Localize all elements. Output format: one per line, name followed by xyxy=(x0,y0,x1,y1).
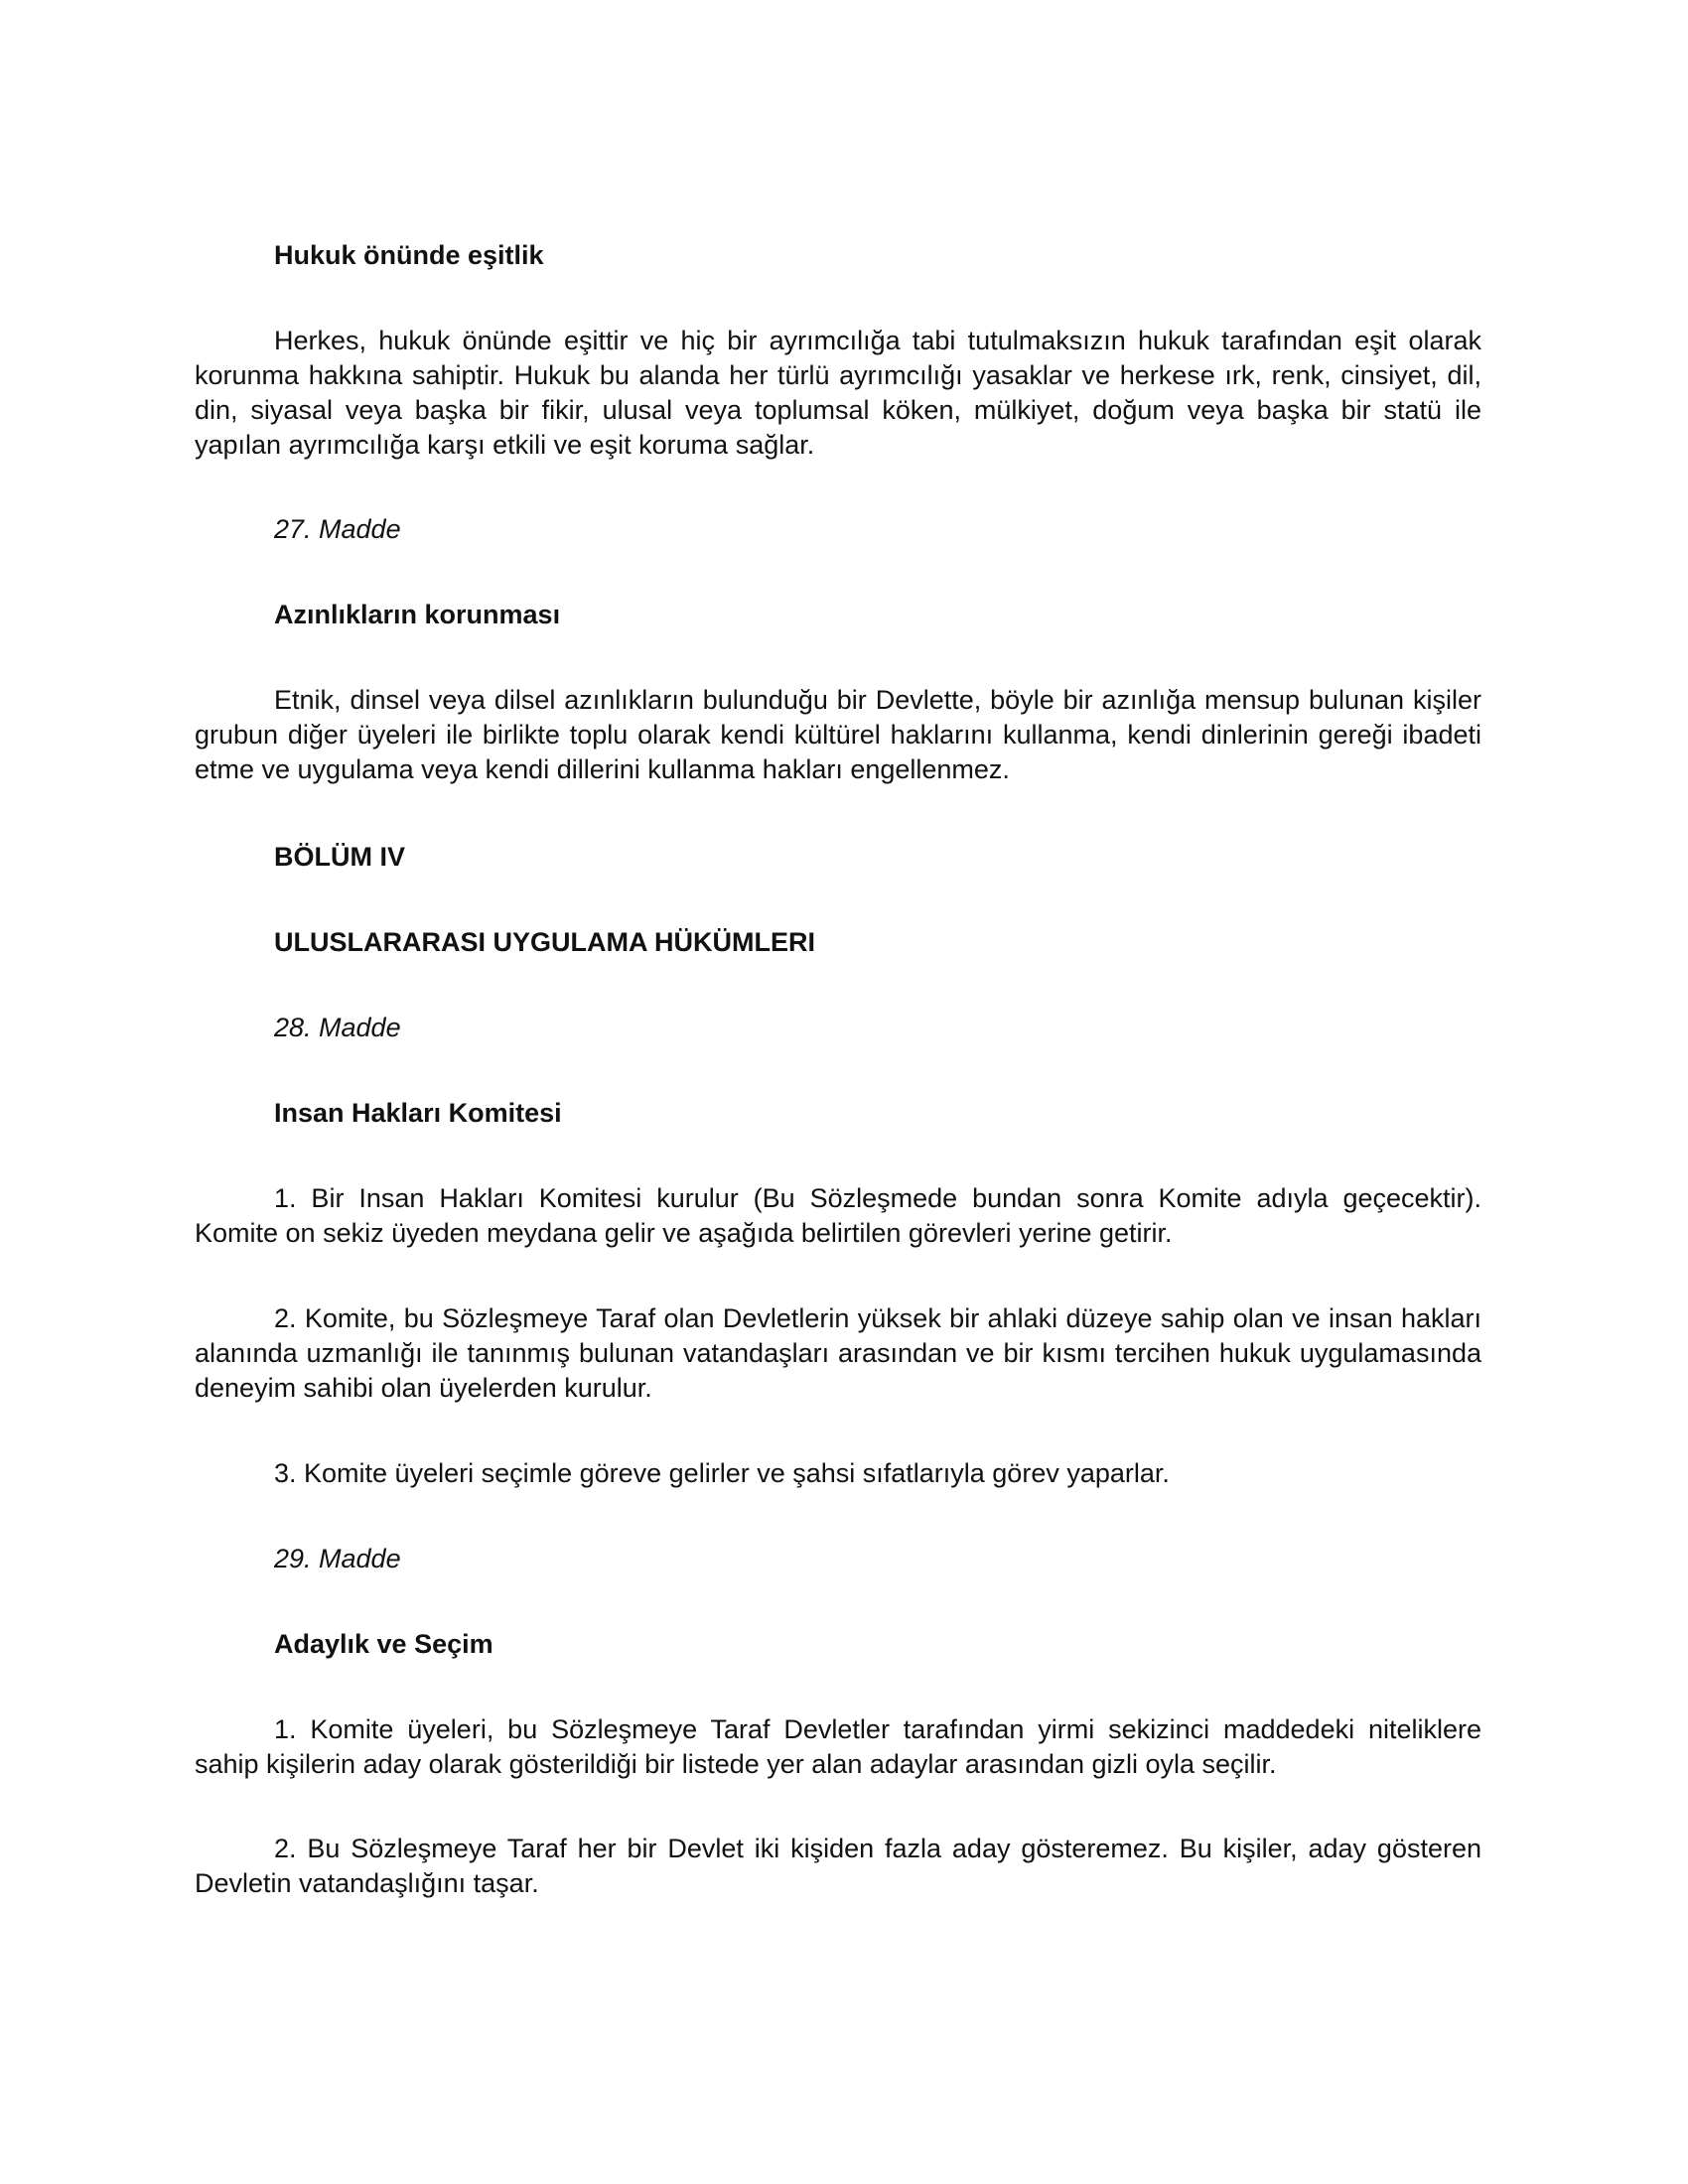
article-number-28: 28. Madde xyxy=(274,1013,401,1042)
section-heading-committee: Insan Hakları Komitesi xyxy=(274,1098,562,1128)
part-heading: BÖLÜM IV xyxy=(274,842,405,872)
section-heading-election: Adaylık ve Seçim xyxy=(274,1629,493,1659)
paragraph-equality: Herkes, hukuk önünde eşittir ve hiç bir ayrımcılığa tabi tutulmaksızın hukuk tarafından eşit olarak korunma hakkına sahiptir. Hukuk bu alanda her türlü ayrımcılığı yasaklar ve herkese ırk, renk, cinsiyet, dil, din, siyasal veya başka bir fikir, ulusal veya toplumsal köken, mülkiyet, doğum veya başka bir statü ile yapılan ayrımcılığa karşı etkili ve eşit koruma sağlar. xyxy=(195,326,1481,460)
document-page xyxy=(195,0,1481,2184)
paragraph-election-2: 2. Bu Sözleşmeye Taraf her bir Devlet iki kişiden fazla aday gösteremez. Bu kişiler, aday gösteren Devletin vatandaşlığını taşar. xyxy=(195,1834,1481,1898)
section-heading-equality: Hukuk önünde eşitlik xyxy=(274,240,544,270)
paragraph-minorities: Etnik, dinsel veya dilsel azınlıkların bulunduğu bir Devlette, böyle bir azınlığa mensup bulunan kişiler grubun diğer üyeleri ile birlikte toplu olarak kendi kültürel haklarını kullanma, kendi dinlerinin gereği ibadeti etme ve uygulama veya kendi dillerini kullanma hakları engellenmez. xyxy=(195,685,1481,784)
section-heading-minorities: Azınlıkların korunması xyxy=(274,600,561,629)
paragraph-committee-3: 3. Komite üyeleri seçimle göreve gelirler ve şahsi sıfatlarıyla görev yaparlar. xyxy=(274,1458,1170,1488)
article-number-29: 29. Madde xyxy=(274,1544,401,1573)
part-title: ULUSLARARASI UYGULAMA HÜKÜMLERI xyxy=(274,927,815,957)
paragraph-committee-1: 1. Bir Insan Hakları Komitesi kurulur (Bu Sözleşmede bundan sonra Komite adıyla geçecektir). Komite on sekiz üyeden meydana gelir ve aşağıda belirtilen görevleri yerine getirir. xyxy=(195,1183,1481,1248)
paragraph-election-1: 1. Komite üyeleri, bu Sözleşmeye Taraf Devletler tarafından yirmi sekizinci maddedeki niteliklere sahip kişilerin aday olarak gösterildiği bir listede yer alan adaylar arasından gizli oyla seçilir. xyxy=(195,1714,1481,1779)
article-number-27: 27. Madde xyxy=(274,514,401,544)
paragraph-committee-2: 2. Komite, bu Sözleşmeye Taraf olan Devletlerin yüksek bir ahlaki düzeye sahip olan ve insan hakları alanında uzmanlığı ile tanınmış bulunan vatandaşları arasından ve bir kısmı tercihen hukuk uygulamasında deneyim sahibi olan üyelerden kurulur. xyxy=(195,1303,1481,1403)
